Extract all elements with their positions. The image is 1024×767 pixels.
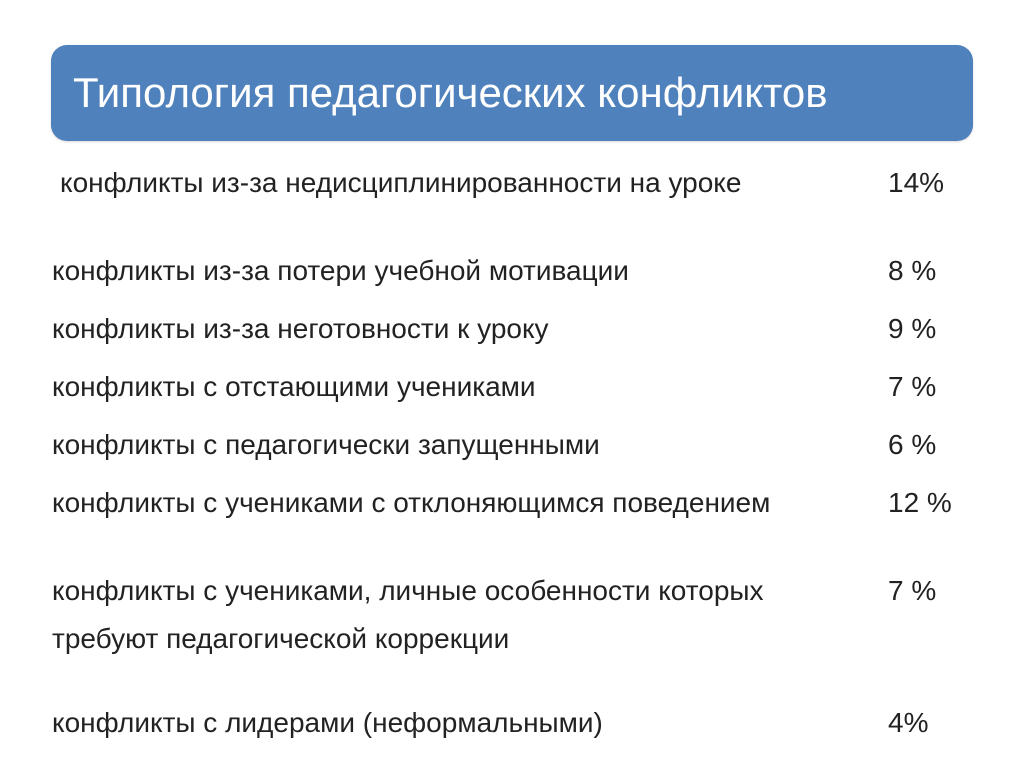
conflict-percent: 8 % (888, 255, 937, 286)
title-banner (51, 45, 973, 141)
conflict-percent: 7 % (888, 575, 937, 606)
conflict-type-label: конфликты из-за неготовности к уроку (52, 313, 549, 344)
conflict-type-label: конфликты с лидерами (неформальными) (52, 707, 603, 738)
conflict-percent: 7 % (888, 371, 937, 402)
conflict-type-label: конфликты с педагогически запущенными (52, 429, 600, 460)
conflict-type-label: конфликты из-за недисциплинированности на уроке (60, 167, 742, 198)
conflict-percent: 4% (888, 707, 929, 738)
conflict-percent: 12 % (888, 487, 952, 518)
conflict-percent: 6 % (888, 429, 937, 460)
conflict-percent: 14% (888, 167, 945, 198)
conflict-type-label: конфликты с учениками, личные особенности которых (52, 575, 764, 606)
conflict-percent: 9 % (888, 313, 937, 344)
conflict-type-label-line2: требуют педагогической коррекции (52, 623, 510, 654)
conflict-type-label: конфликты из-за потери учебной мотивации (52, 255, 629, 286)
page-title: Типология педагогических конфликтов (73, 69, 828, 116)
conflict-type-label: конфликты с учениками с отклоняющимся поведением (52, 487, 771, 518)
conflict-type-label: конфликты с отстающими учениками (52, 371, 536, 402)
